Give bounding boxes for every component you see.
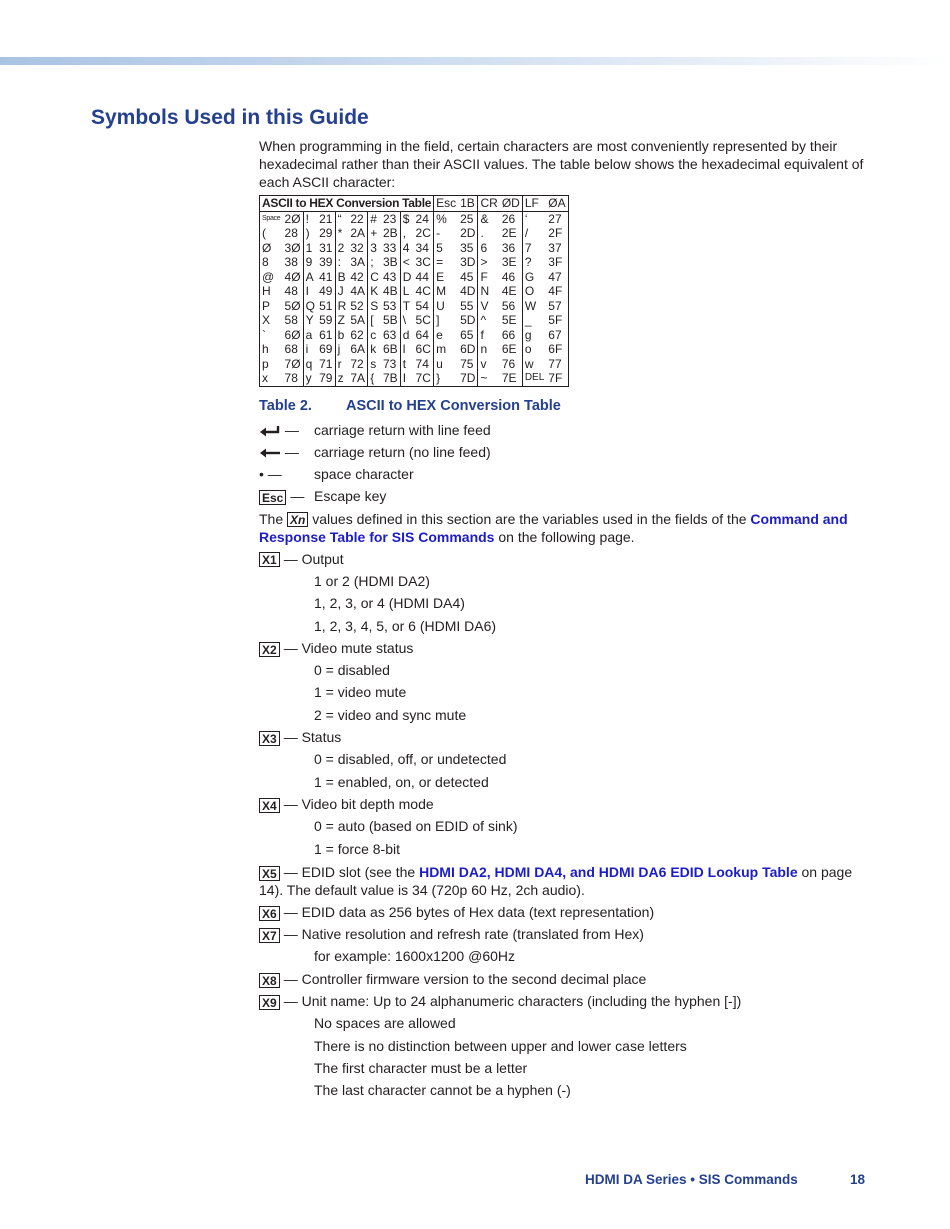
ascii-char-cell: ^ (478, 313, 500, 328)
ascii-char-cell: + (368, 226, 381, 241)
hex-value-cell: 7Ø (284, 356, 301, 371)
hex-value-cell: 43 (382, 269, 397, 284)
ascii-char-cell: / (522, 226, 546, 241)
hex-value-cell: 29 (319, 226, 333, 240)
variable-value-item: 1, 2, 3, 4, 5, or 6 (HDMI DA6) (314, 617, 497, 634)
command-response-table-link[interactable]: Command and Response Table for SIS Commands (259, 510, 848, 545)
ascii-char-cell: “ (335, 211, 348, 226)
ascii-char-cell: c (368, 328, 381, 343)
hex-value-cell: 64 (415, 327, 429, 342)
xn-mid: values defined in this section are the variables used in the fields of the (312, 510, 747, 527)
hex-value-cell: 56 (501, 298, 516, 313)
ascii-table-row (260, 313, 569, 328)
variable-x8-box: X8 (259, 973, 280, 988)
ascii-char-cell: > (478, 255, 500, 270)
table-caption-title: ASCII to HEX Conversion Table (346, 397, 561, 414)
ascii-char-cell: P (262, 298, 271, 313)
ascii-char-cell: B (335, 270, 348, 285)
hex-value-cell: 33 (382, 240, 397, 255)
ascii-char-cell: S (368, 299, 381, 314)
variable-x6-box: X6 (259, 906, 280, 921)
ascii-char-cell: - (434, 226, 459, 241)
hex-value-cell: 31 (319, 240, 333, 255)
ascii-char-cell: ( (262, 226, 266, 240)
ascii-char-cell: e (434, 328, 459, 343)
variable-x3-row (259, 728, 864, 750)
variable-description: — Status (283, 729, 342, 746)
hex-value-cell: 65 (460, 327, 474, 342)
hex-value-cell: 5F (548, 313, 563, 327)
hex-value-cell: 3F (548, 255, 563, 269)
hex-value-cell: 7F (548, 371, 563, 385)
hex-value-cell: 6E (501, 342, 517, 356)
hex-value-cell: 67 (548, 327, 562, 342)
ascii-char-cell: 9 (303, 255, 317, 270)
hex-value-cell: 62 (350, 327, 364, 342)
xn-paragraph (259, 510, 864, 546)
ascii-char-cell: a (303, 328, 317, 343)
xn-pre: The (259, 510, 284, 527)
ascii-char-cell: 6 (478, 241, 500, 256)
x5-paragraph (259, 863, 864, 899)
ascii-char-cell: ! (303, 211, 317, 226)
hex-value-cell: 4C (415, 284, 431, 298)
ascii-char-cell: y (303, 371, 317, 386)
hex-value-cell: 4Ø (284, 269, 301, 284)
variable-list-1 (259, 550, 864, 862)
ascii-char-cell: M (434, 284, 459, 299)
ascii-char-cell: 8 (262, 255, 269, 269)
hex-value-cell: 55 (460, 298, 474, 313)
hex-value-cell: 5D (460, 313, 476, 327)
variable-x7-box: X7 (259, 928, 280, 943)
header-gradient-bar (0, 57, 950, 65)
variable-value-item: 2 = video and sync mute (314, 706, 467, 723)
hex-value-cell: 2E (501, 226, 517, 240)
ascii-char-cell: w (522, 357, 546, 372)
ascii-table-row (260, 270, 569, 285)
ascii-char-cell: 4 (400, 241, 413, 256)
ascii-char-cell: ] (434, 313, 459, 328)
hex-value-cell: 68 (284, 342, 298, 356)
hex-value-cell: 73 (382, 356, 397, 371)
ascii-char-cell: R (335, 299, 348, 314)
footer-title: HDMI DA Series • SIS Commands (585, 1172, 798, 1187)
hex-value-cell: 7B (382, 371, 398, 385)
ascii-table-row (260, 284, 569, 299)
variable-description: — Native resolution and refresh rate (translated from Hex) (283, 926, 644, 943)
ascii-char-cell: A (303, 270, 317, 285)
hex-value-cell: 54 (415, 298, 429, 313)
ascii-char-cell: [ (368, 313, 381, 328)
ascii-char-cell: k (368, 342, 381, 357)
ascii-char-cell: p (262, 356, 269, 371)
ascii-char-cell: } (434, 371, 459, 386)
hex-value-cell: 37 (548, 240, 562, 255)
hex-value-cell: 78 (284, 371, 298, 385)
symbol-dash: — (284, 421, 299, 438)
ascii-hex-table (259, 195, 569, 387)
x5-pre: — EDID slot (see the (283, 863, 416, 880)
hex-value-cell: 5B (382, 313, 398, 327)
ascii-table-header-cell: Esc (434, 196, 459, 212)
hex-value-cell: 6D (460, 342, 476, 356)
variable-description: — Video bit depth mode (283, 795, 434, 812)
hex-value-cell: 21 (319, 211, 333, 226)
variable-x2-box: X2 (259, 642, 280, 657)
variable-list-2 (259, 903, 864, 1104)
hex-value-cell: 3E (501, 255, 517, 269)
ascii-char-cell: t (400, 357, 413, 372)
variable-description: — Output (283, 550, 344, 567)
hex-value-cell: 6B (382, 342, 398, 356)
bullet-icon: • — (259, 466, 282, 483)
ascii-char-cell: g (522, 328, 546, 343)
symbol-dash: — (284, 443, 299, 460)
ascii-table-row (260, 357, 569, 372)
symbol-description: carriage return with line feed (314, 421, 491, 438)
hex-value-cell: 2C (415, 226, 431, 240)
carriage-return-icon (259, 447, 281, 459)
hex-value-cell: 48 (284, 284, 298, 298)
variable-value-item: 1 = force 8-bit (314, 840, 400, 857)
ascii-char-cell: C (368, 270, 381, 285)
variable-value-item: for example: 1600x1200 @60Hz (314, 948, 515, 965)
ascii-char-cell: : (335, 255, 348, 270)
ascii-table-title: ASCII to HEX Conversion Table (260, 196, 434, 212)
ascii-char-cell: z (335, 371, 348, 386)
ascii-table-header-cell: 1B (458, 196, 478, 212)
hex-value-cell: 23 (382, 211, 397, 226)
variable-x7-row (259, 925, 864, 947)
ascii-char-cell: F (478, 270, 500, 285)
hex-value-cell: 2D (460, 226, 476, 240)
hex-value-cell: 26 (501, 211, 516, 226)
hex-value-cell: 7D (460, 371, 476, 385)
ascii-char-cell: i (303, 342, 317, 357)
hex-value-cell: 3C (415, 255, 431, 269)
esc-key-icon: Esc (259, 490, 286, 505)
ascii-char-cell: x (262, 371, 268, 385)
ascii-table-header-cell: CR (478, 196, 500, 212)
ascii-char-cell: J (335, 284, 348, 299)
hex-value-cell: 7E (501, 371, 517, 385)
hex-value-cell: 25 (460, 211, 474, 226)
ascii-char-cell: ` (262, 327, 266, 342)
ascii-char-cell: l (400, 342, 413, 357)
edid-lookup-table-link[interactable]: HDMI DA2, HDMI DA4, and HDMI DA6 EDID Lookup Table (419, 863, 798, 880)
ascii-char-cell: & (478, 211, 500, 226)
hex-value-cell: 6Ø (284, 327, 301, 342)
hex-value-cell: 4B (382, 284, 398, 298)
ascii-char-cell: b (335, 328, 348, 343)
ascii-char-cell: 5 (434, 241, 459, 256)
ascii-char-cell: DEL (522, 371, 546, 386)
ascii-char-cell: N (478, 284, 500, 299)
ascii-char-cell: ‘ (522, 211, 546, 226)
ascii-char-cell: I (400, 371, 413, 386)
ascii-char-cell: _ (522, 313, 546, 328)
ascii-table-header-cell: ØA (546, 196, 568, 212)
ascii-char-cell: % (434, 211, 459, 226)
hex-value-cell: 35 (460, 240, 474, 255)
variable-value-item: 1 = enabled, on, or detected (314, 773, 489, 790)
variable-x8-row (259, 970, 864, 992)
hex-value-cell: 22 (350, 211, 364, 226)
symbol-dash: — (290, 488, 305, 505)
ascii-char-cell: d (400, 328, 413, 343)
hex-value-cell: 7C (415, 371, 431, 385)
variable-description: — EDID data as 256 bytes of Hex data (text representation) (283, 903, 655, 920)
symbol-row-crlf (259, 421, 864, 443)
hex-value-cell: 32 (350, 240, 364, 255)
hex-value-cell: 59 (319, 313, 333, 327)
hex-value-cell: 4F (548, 284, 563, 298)
hex-value-cell: 77 (548, 356, 562, 371)
ascii-char-cell: ; (368, 255, 381, 270)
hex-value-cell: 2Ø (284, 211, 301, 226)
page-heading: Symbols Used in this Guide (91, 106, 369, 129)
symbol-description: space character (314, 466, 414, 483)
hex-value-cell: 7A (350, 371, 366, 385)
variable-value-item: 0 = disabled, off, or undetected (314, 751, 507, 768)
variable-x3-box: X3 (259, 731, 280, 746)
ascii-table-row (260, 211, 569, 226)
ascii-char-cell: W (522, 299, 546, 314)
ascii-char-cell: q (303, 357, 317, 372)
symbol-row-cr (259, 443, 864, 465)
hex-value-cell: 45 (460, 269, 474, 284)
ascii-char-cell: o (522, 342, 546, 357)
hex-value-cell: 2F (548, 226, 563, 240)
ascii-table-row (260, 226, 569, 241)
hex-value-cell: 46 (501, 269, 516, 284)
ascii-table-header-row (260, 196, 569, 212)
variable-x4-box: X4 (259, 798, 280, 813)
main-content (259, 137, 864, 1104)
hex-value-cell: 3Ø (284, 240, 301, 255)
hex-value-cell: 61 (319, 327, 333, 342)
xn-post: on the following page. (498, 528, 635, 545)
ascii-char-cell: Space (262, 214, 281, 222)
ascii-char-cell: E (434, 270, 459, 285)
ascii-char-cell: n (478, 342, 500, 357)
ascii-char-cell: < (400, 255, 413, 270)
hex-value-cell: 47 (548, 269, 562, 284)
hex-value-cell: 53 (382, 298, 397, 313)
ascii-char-cell: r (335, 357, 348, 372)
ascii-table-row (260, 241, 569, 256)
hex-value-cell: 6C (415, 342, 431, 356)
ascii-char-cell: X (262, 313, 271, 327)
hex-value-cell: 27 (548, 211, 562, 226)
xn-variable-box (287, 512, 308, 527)
hex-value-cell: 4E (501, 284, 517, 298)
hex-value-cell: 76 (501, 356, 516, 371)
variable-value-item: No spaces are allowed (314, 1015, 456, 1032)
hex-value-cell: 4D (460, 284, 476, 298)
carriage-return-line-feed-icon (259, 425, 281, 437)
ascii-char-cell: ? (522, 255, 546, 270)
variable-x6-row (259, 903, 864, 925)
hex-value-cell: 79 (319, 371, 333, 385)
variable-value-item: 1, 2, 3, or 4 (HDMI DA4) (314, 595, 465, 612)
hex-value-cell: 2B (382, 226, 398, 240)
hex-value-cell: 49 (319, 284, 333, 298)
hex-value-cell: 69 (319, 342, 333, 356)
variable-value-item: There is no distinction between upper and lower case letters (314, 1037, 687, 1054)
ascii-table-header-cell: LF (522, 196, 546, 212)
ascii-char-cell: 7 (522, 241, 546, 256)
ascii-char-cell: 1 (303, 241, 317, 256)
hex-value-cell: 44 (415, 269, 429, 284)
ascii-char-cell: f (478, 328, 500, 343)
variable-x1-box: X1 (259, 552, 280, 567)
variable-x4-row (259, 795, 864, 817)
hex-value-cell: 58 (284, 313, 298, 327)
hex-value-cell: 5Ø (284, 298, 301, 313)
hex-value-cell: 52 (350, 298, 364, 313)
hex-value-cell: 36 (501, 240, 516, 255)
variable-value-item: 0 = disabled (314, 662, 390, 679)
hex-value-cell: 3D (460, 255, 476, 269)
ascii-char-cell: # (368, 211, 381, 226)
ascii-char-cell: T (400, 299, 413, 314)
symbol-row-space (259, 465, 864, 487)
symbol-row-esc (259, 487, 864, 509)
ascii-char-cell: Q (303, 299, 317, 314)
ascii-char-cell: Y (303, 313, 317, 328)
hex-value-cell: 38 (284, 255, 298, 269)
ascii-char-cell: G (522, 270, 546, 285)
ascii-char-cell: V (478, 299, 500, 314)
variable-x9-row (259, 992, 864, 1014)
variable-description: — Controller firmware version to the second decimal place (283, 970, 647, 987)
hex-value-cell: 6F (548, 342, 563, 356)
ascii-char-cell: \ (400, 313, 413, 328)
ascii-char-cell: u (434, 357, 459, 372)
ascii-char-cell: H (262, 284, 271, 298)
ascii-char-cell: j (335, 342, 348, 357)
hex-value-cell: 72 (350, 356, 364, 371)
hex-value-cell: 2A (350, 226, 366, 240)
ascii-char-cell: ) (303, 226, 317, 241)
hex-value-cell: 66 (501, 327, 516, 342)
symbol-description: Escape key (314, 488, 387, 505)
ascii-char-cell: Ø (262, 240, 272, 255)
hex-value-cell: 63 (382, 327, 397, 342)
hex-value-cell: 75 (460, 356, 474, 371)
ascii-char-cell: v (478, 357, 500, 372)
hex-value-cell: 39 (319, 255, 333, 269)
page-number: 18 (850, 1172, 866, 1187)
xn-box-label: Xn (290, 513, 306, 528)
hex-value-cell: 34 (415, 240, 429, 255)
ascii-char-cell: , (400, 226, 413, 241)
table-caption (259, 397, 864, 415)
ascii-char-cell: s (368, 357, 381, 372)
ascii-char-cell: L (400, 284, 413, 299)
hex-value-cell: 74 (415, 356, 429, 371)
variable-description: — Unit name: Up to 24 alphanumeric characters (including the hyphen [-]) (283, 993, 742, 1010)
variable-value-item: 0 = auto (based on EDID of sink) (314, 818, 518, 835)
ascii-char-cell: 2 (335, 241, 348, 256)
ascii-char-cell: = (434, 255, 459, 270)
ascii-char-cell: h (262, 342, 269, 356)
ascii-char-cell: { (368, 371, 381, 386)
ascii-char-cell: K (368, 284, 381, 299)
hex-value-cell: 24 (415, 211, 429, 226)
hex-value-cell: 71 (319, 356, 333, 371)
variable-x1-row (259, 550, 864, 572)
ascii-char-cell: m (434, 342, 459, 357)
ascii-char-cell: D (400, 270, 413, 285)
ascii-char-cell: 3 (368, 241, 381, 256)
ascii-char-cell: I (303, 284, 317, 299)
ascii-char-cell: ~ (478, 371, 500, 386)
hex-value-cell: 3A (350, 255, 366, 269)
hex-value-cell: 28 (284, 226, 298, 240)
x5-post: on page 14). The default value is 34 (720p 60 Hz, 2ch audio). (259, 863, 853, 898)
hex-value-cell: 4A (350, 284, 366, 298)
hex-value-cell: 5E (501, 313, 517, 327)
ascii-char-cell: @ (262, 269, 275, 284)
ascii-table-row (260, 342, 569, 357)
ascii-table-row (260, 371, 569, 386)
hex-value-cell: 3B (382, 255, 398, 269)
variable-description: — Video mute status (283, 639, 414, 656)
ascii-char-cell: . (478, 226, 500, 241)
ascii-char-cell: O (522, 284, 546, 299)
variable-value-item: 1 or 2 (HDMI DA2) (314, 572, 430, 589)
variable-x9-box: X9 (259, 995, 280, 1010)
ascii-table-row (260, 255, 569, 270)
variable-value-item: 1 = video mute (314, 684, 407, 701)
variable-x2-row (259, 639, 864, 661)
ascii-char-cell: * (335, 226, 348, 241)
hex-value-cell: 5C (415, 313, 431, 327)
ascii-char-cell: Z (335, 313, 348, 328)
intro-paragraph: When programming in the field, certain characters are most conveniently represented by their hexadecimal rather than their ASCII values. The table below shows the hexadecimal equivalent of each ASCII character: (259, 138, 864, 190)
hex-value-cell: 5A (350, 313, 366, 327)
ascii-table-row (260, 299, 569, 314)
hex-value-cell: 41 (319, 269, 333, 284)
ascii-table-header-cell: ØD (500, 196, 523, 212)
ascii-table-row (260, 328, 569, 343)
hex-value-cell: 42 (350, 269, 364, 284)
ascii-char-cell: U (434, 299, 459, 314)
hex-value-cell: 57 (548, 298, 562, 313)
variable-value-item: The last character cannot be a hyphen (-) (314, 1082, 571, 1099)
symbol-description: carriage return (no line feed) (314, 443, 491, 460)
variable-value-item: The first character must be a letter (314, 1059, 528, 1076)
hex-value-cell: 51 (319, 298, 333, 313)
hex-value-cell: 6A (350, 342, 366, 356)
table-caption-number: Table 2. (259, 397, 312, 414)
x5-variable-box: X5 (259, 866, 280, 881)
ascii-char-cell: $ (400, 211, 413, 226)
